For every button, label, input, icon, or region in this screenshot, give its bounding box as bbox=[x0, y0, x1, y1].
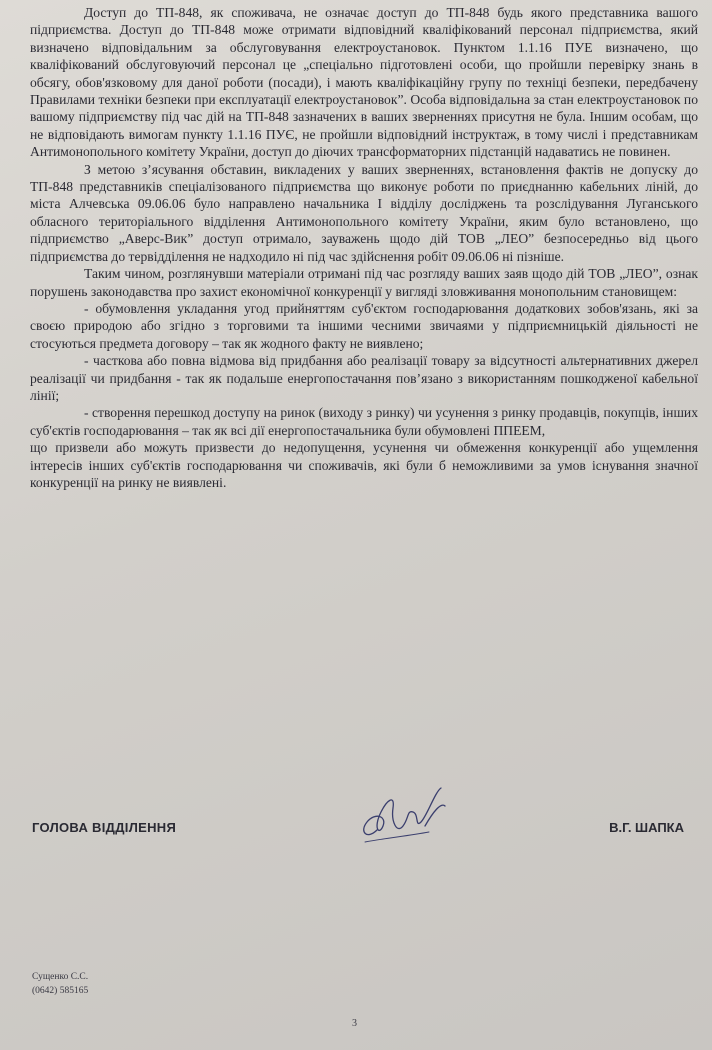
letter-body bbox=[30, 4, 698, 491]
executor-name: Сущенко С.С. bbox=[32, 972, 89, 982]
signatory-title: ГОЛОВА ВІДДІЛЕННЯ bbox=[32, 820, 177, 835]
executor-info bbox=[32, 970, 88, 998]
page-number: 3 bbox=[352, 1018, 357, 1029]
signatory-name: В.Г. ШАПКА bbox=[609, 820, 684, 835]
list-item-refusal: - часткова або повна відмова від придбання або реалізації товару за відсутності альтернативних джерел реалізації чи придбання - так як подальше енергопостачання пов’язано з використанням пошкодженої кабельної лінії; bbox=[30, 353, 698, 403]
list-item-obligations: - обумовлення укладання угод прийняттям суб'єктом господарювання додаткових зобов'язань, які за своєю природою або згідно з торговими та іншими чесними звичаями у підприємницькій діяльності не стосуються предмета договору – так як жодного факту не виявлено; bbox=[30, 300, 698, 351]
paragraph-closing: що призвели або можуть призвести до недопущення, усунення чи обмеження конкуренції або ущемлення інтересів інших суб'єктів господарювання чи споживачів, які були б неможливими за умов існування значної конкуренції на ринку не виявлені. bbox=[30, 440, 698, 490]
paragraph-investigation: З метою з’ясування обставин, викладених у ваших зверненнях, встановлення фактів не допуску до ТП-848 представників спеціалізованого підприємства що виконує роботи по приєднанню кабельних ліній, до міста Алчевська 09.06.06 було направлено начальника І відділу досліджень та розслідування Луганського обласного територіального відділення Антимонопольного комітету України, яким було встановлено, що підприємство „Аверс-Вик” доступ отримало, зауважень щодо дій ТОВ „ЛЕО” безпосередньо від цього підприємства до тервідділення не надходило ні під час здійснення робіт 09.06.06 ні пізніше. bbox=[30, 161, 698, 264]
paragraph-conclusion-intro: Таким чином, розглянувши матеріали отримані під час розгляду ваших заяв щодо дій ТОВ „ЛЕО”, ознак порушень законодавства про захист економічної конкуренції у вигляді зловживання монопольним становищем: bbox=[30, 266, 698, 299]
executor-phone: (0642) 585165 bbox=[32, 986, 89, 996]
list-item-barriers: - створення перешкод доступу на ринок (виходу з ринку) чи усунення з ринку продавців, покупців, інших суб'єктів господарювання – так як всі дії енергопостачальника були обумовлені ППЕЕМ, bbox=[30, 405, 698, 438]
signature-block bbox=[32, 810, 684, 860]
handwritten-signature bbox=[337, 782, 467, 854]
paragraph-access-tp848: Доступ до ТП-848, як споживача, не означає доступ до ТП-848 будь якого представника вашого підприємства. Доступ до ТП-848 може отримати відповідний кваліфікований персонал підприємства, який визначено відповідальним за обслуговування електроустановок. Пунктом 1.1.16 ПУЕ визначено, що кваліфікований обслуговуючий персонал це „спеціально підготовлені особи, що пройшли перевірку знань в обсягу, обов'язковому для даної роботи (посади), і мають кваліфікаційну групу по техніці безпеки, передбачену Правилами техніки безпеки при експлуатації електроустановок”. Особа відповідальна за стан електроустановок по вашому підприємству під час дій на ТП-848 зазначених в ваших зверненнях присутня не була. Іншим особам, що не відповідають вимогам пункту 1.1.16 ПУЄ, не пройшли відповідний інструктаж, в тому числі і представникам Антимонопольного комітету України, доступ до діючих трансформаторних підстанцій надаватись не повинен. bbox=[30, 5, 698, 160]
